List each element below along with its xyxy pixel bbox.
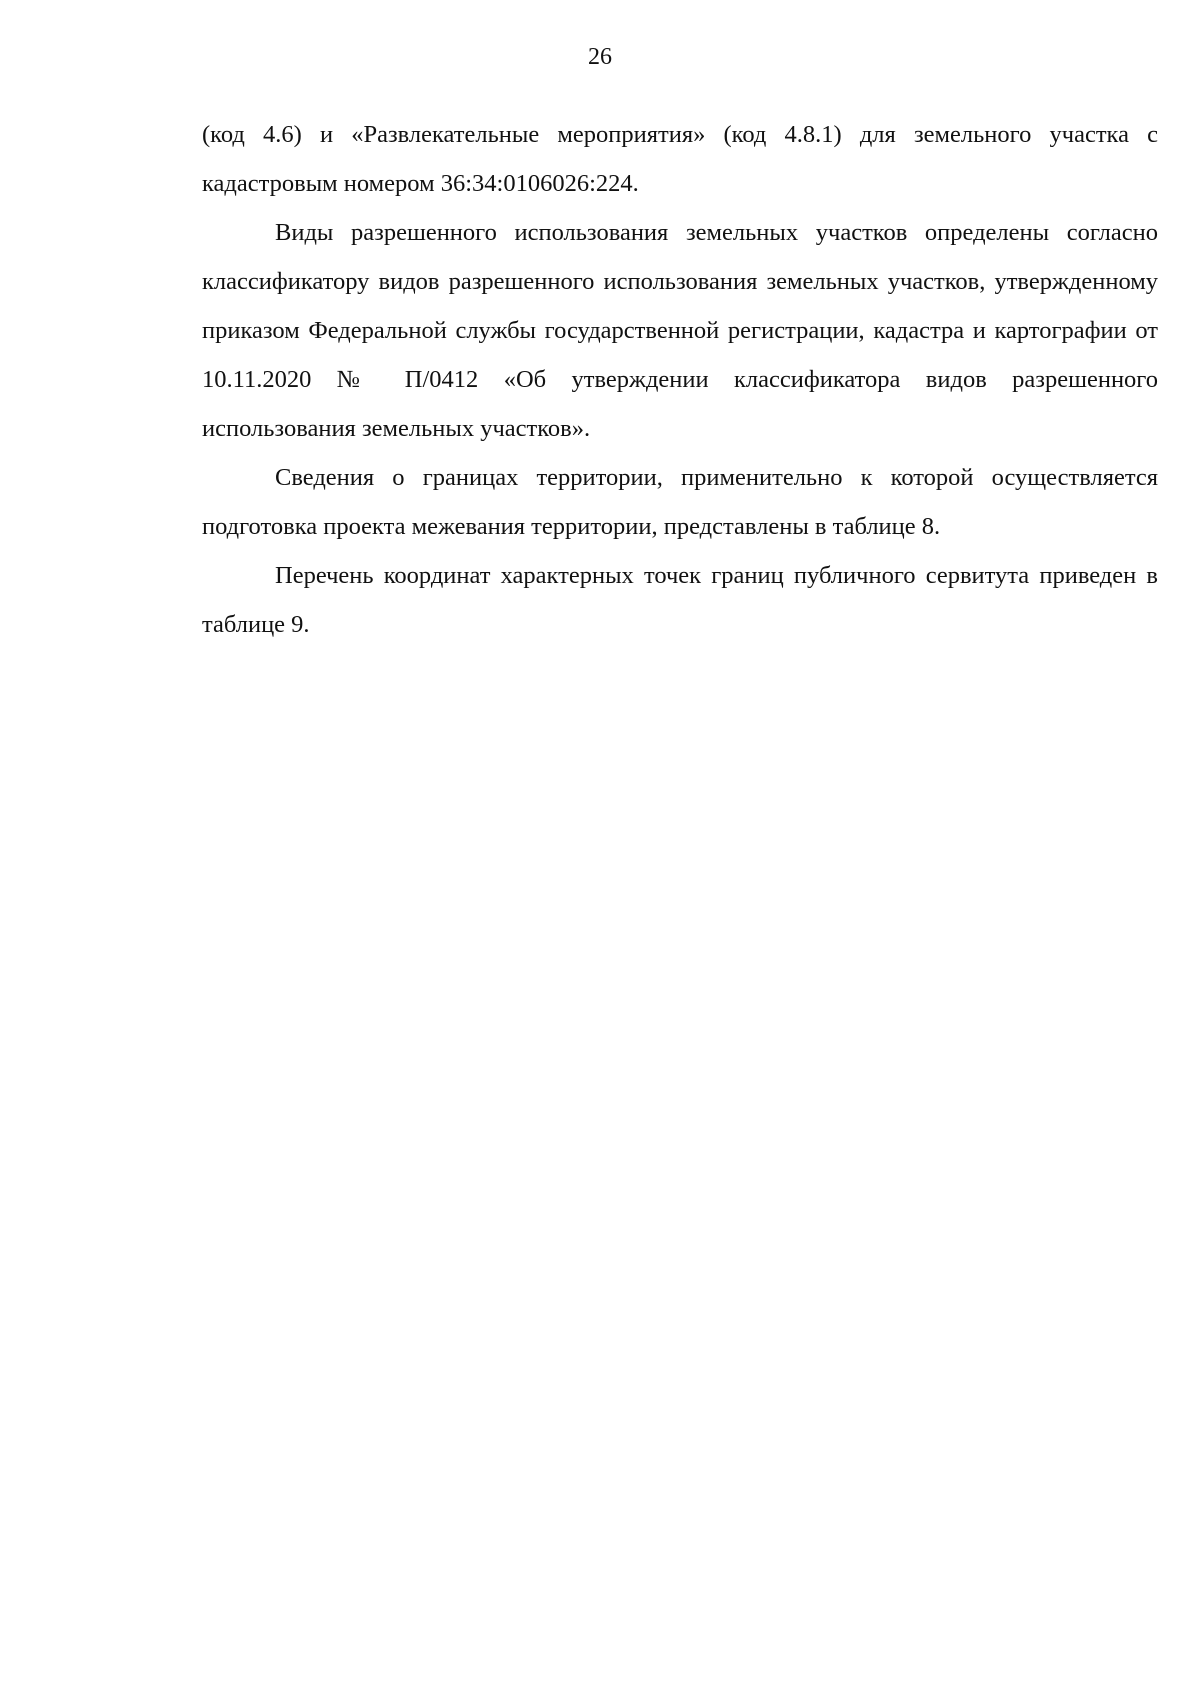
page-number: 26 bbox=[588, 44, 612, 70]
paragraph-territory-boundaries: Сведения о границах территории, применительно к которой осуществляется подготовка проекта межевания территории, представлены в таблице 8. bbox=[202, 464, 1158, 540]
paragraph-easement-coordinates: Перечень координат характерных точек границ публичного сервитута приведен в таблице 9. bbox=[202, 562, 1158, 638]
paragraph-continuation: (код 4.6) и «Развлекательные мероприятия» (код 4.8.1) для земельного участка с кадастровым номером 36:34:0106026:224. bbox=[202, 121, 1158, 197]
document-body bbox=[202, 110, 1158, 649]
paragraph-land-use-types: Виды разрешенного использования земельных участков определены согласно классификатору видов разрешенного использования земельных участков, утвержденному приказом Федеральной службы государственной регистрации, кадастра и картографии от 10.11.2020 № П/0412 «Об утверждении классификатора видов разрешенного использования земельных участков». bbox=[202, 219, 1158, 442]
